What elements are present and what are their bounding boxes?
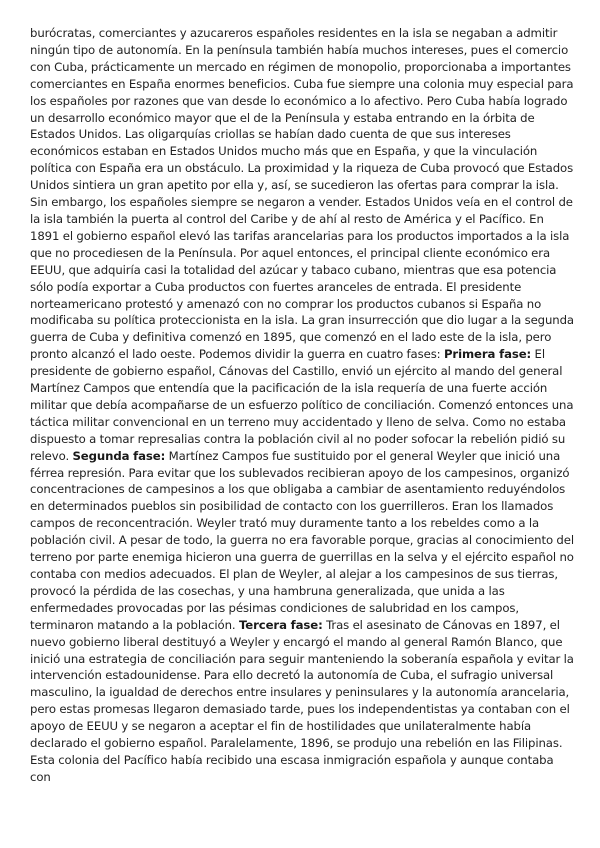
text-segment-second-phase: Martínez Campos fue sustituido por el general Weyler que inició una férrea represión. Para evitar que los sublevados recibieran apoyo de los campesinos, organizó concentraciones de campesinos a los que obligaba a cambiar de asentamiento reduyéndolos en determinados pueblos sin posibilidad de contacto con los guerrilleros. Eran los llamados campos de reconcentración. Weyler trató muy duramente tanto a los rebeldes como a la población civil. A pesar de todo, la guerra no era favorable porque, gracias al conocimiento del terreno por parte enemiga hicieron una guerra de guerrillas en la selva y el ejército español no contaba con medios adecuados. El plan de Weyler, al alejar a los campesinos de sus tierras, provocó la pérdida de las cosechas, y una hambruna generalizada, que unida a las enfermedades provocadas por las pésimas condiciones de salubridad en los campos, terminaron matando a la población.	[30, 448, 574, 632]
text-segment-intro: burócratas, comerciantes y azucareros españoles residentes en la isla se negaban a admitir ningún tipo de autonomía. En la península también había muchos intereses, pues el comercio con Cuba, prácticamente un mercado en régimen de monopolio, proporcionaba a importantes comerciantes en España enormes beneficios. Cuba fue siempre una colonia muy especial para los españoles por razones que van desde lo económico a lo afectivo. Pero Cuba había logrado un desarrollo económico mayor que el de la Península y estaba entrando en la órbita de Estados Unidos. Las oligarquías criollas se habían dado cuenta de que sus intereses económicos estaban en Estados Unidos mucho más que en España, y que la vinculación política con España era un obstáculo. La proximidad y la riqueza de Cuba provocó que Estados Unidos sintiera un gran apetito por ella y, así, se sucedieron las ofertas para comprar la isla. Sin embargo, los españoles siempre se negaron a vender. Estados Unidos veía en el control de la isla también la puerta al control del Caribe y de ahí al resto de América y el Pacífico. En 1891 el gobierno español elevó las tarifas arancelarias para los productos importados a la isla que no procediesen de la Península. Por aquel entonces, el principal cliente económico era EEUU, que adquiría casi la totalidad del azúcar y tabaco cubano, mientras que esa potencia sólo podía exportar a Cuba productos con fuertes aranceles de entrada. El presidente norteamericano protestó y amenazó con no comprar los productos cubanos si España no modificaba su política proteccionista en la isla. La gran insurrección que dio lugar a la segunda guerra de Cuba y definitiva comenzó en 1895, que comenzó en el lado este de la isla, pero pronto alcanzó el lado oeste. Podemos dividir la guerra en cuatro fases:	[30, 26, 574, 362]
phase-label-second: Segunda fase:	[72, 448, 166, 463]
phase-label-third: Tercera fase:	[238, 617, 323, 632]
document-page	[30, 25, 575, 786]
body-paragraph	[30, 25, 575, 786]
text-segment-first-phase: El presidente de gobierno español, Cánovas del Castillo, envió un ejército al mando del general Martínez Campos que entendía que la pacificación de la isla requería de una fuerte acción militar que debía acompañarse de un esfuerzo político de conciliación. Comenzó entonces una táctica militar convencional en un terreno muy accidentado y lleno de selva. Como no estaba dispuesto a tomar represalias contra la población civil al no poder sofocar la rebelión pidió su relevo.	[30, 347, 574, 463]
phase-label-first: Primera fase:	[443, 347, 532, 362]
text-segment-third-phase: Tras el asesinato de Cánovas en 1897, el nuevo gobierno liberal destituyó a Weyler y encargó el mando al general Ramón Blanco, que inició una estrategia de conciliación para seguir manteniendo la soberanía española y evitar la intervención estadounidense. Para ello decretó la autonomía de Cuba, el sufragio universal masculino, la igualdad de derechos entre insulares y peninsulares y la autonomía arancelaria, pero estas promesas llegaron demasiado tarde, pues los independentistas ya contaban con el apoyo de EEUU y se negaron a aceptar el fin de hostilidades que unilateralmente había declarado el gobierno español. Paralelamente, 1896, se produjo una rebelión en las Filipinas. Esta colonia del Pacífico había recibido una escasa inmigración española y aunque contaba con	[30, 617, 574, 784]
